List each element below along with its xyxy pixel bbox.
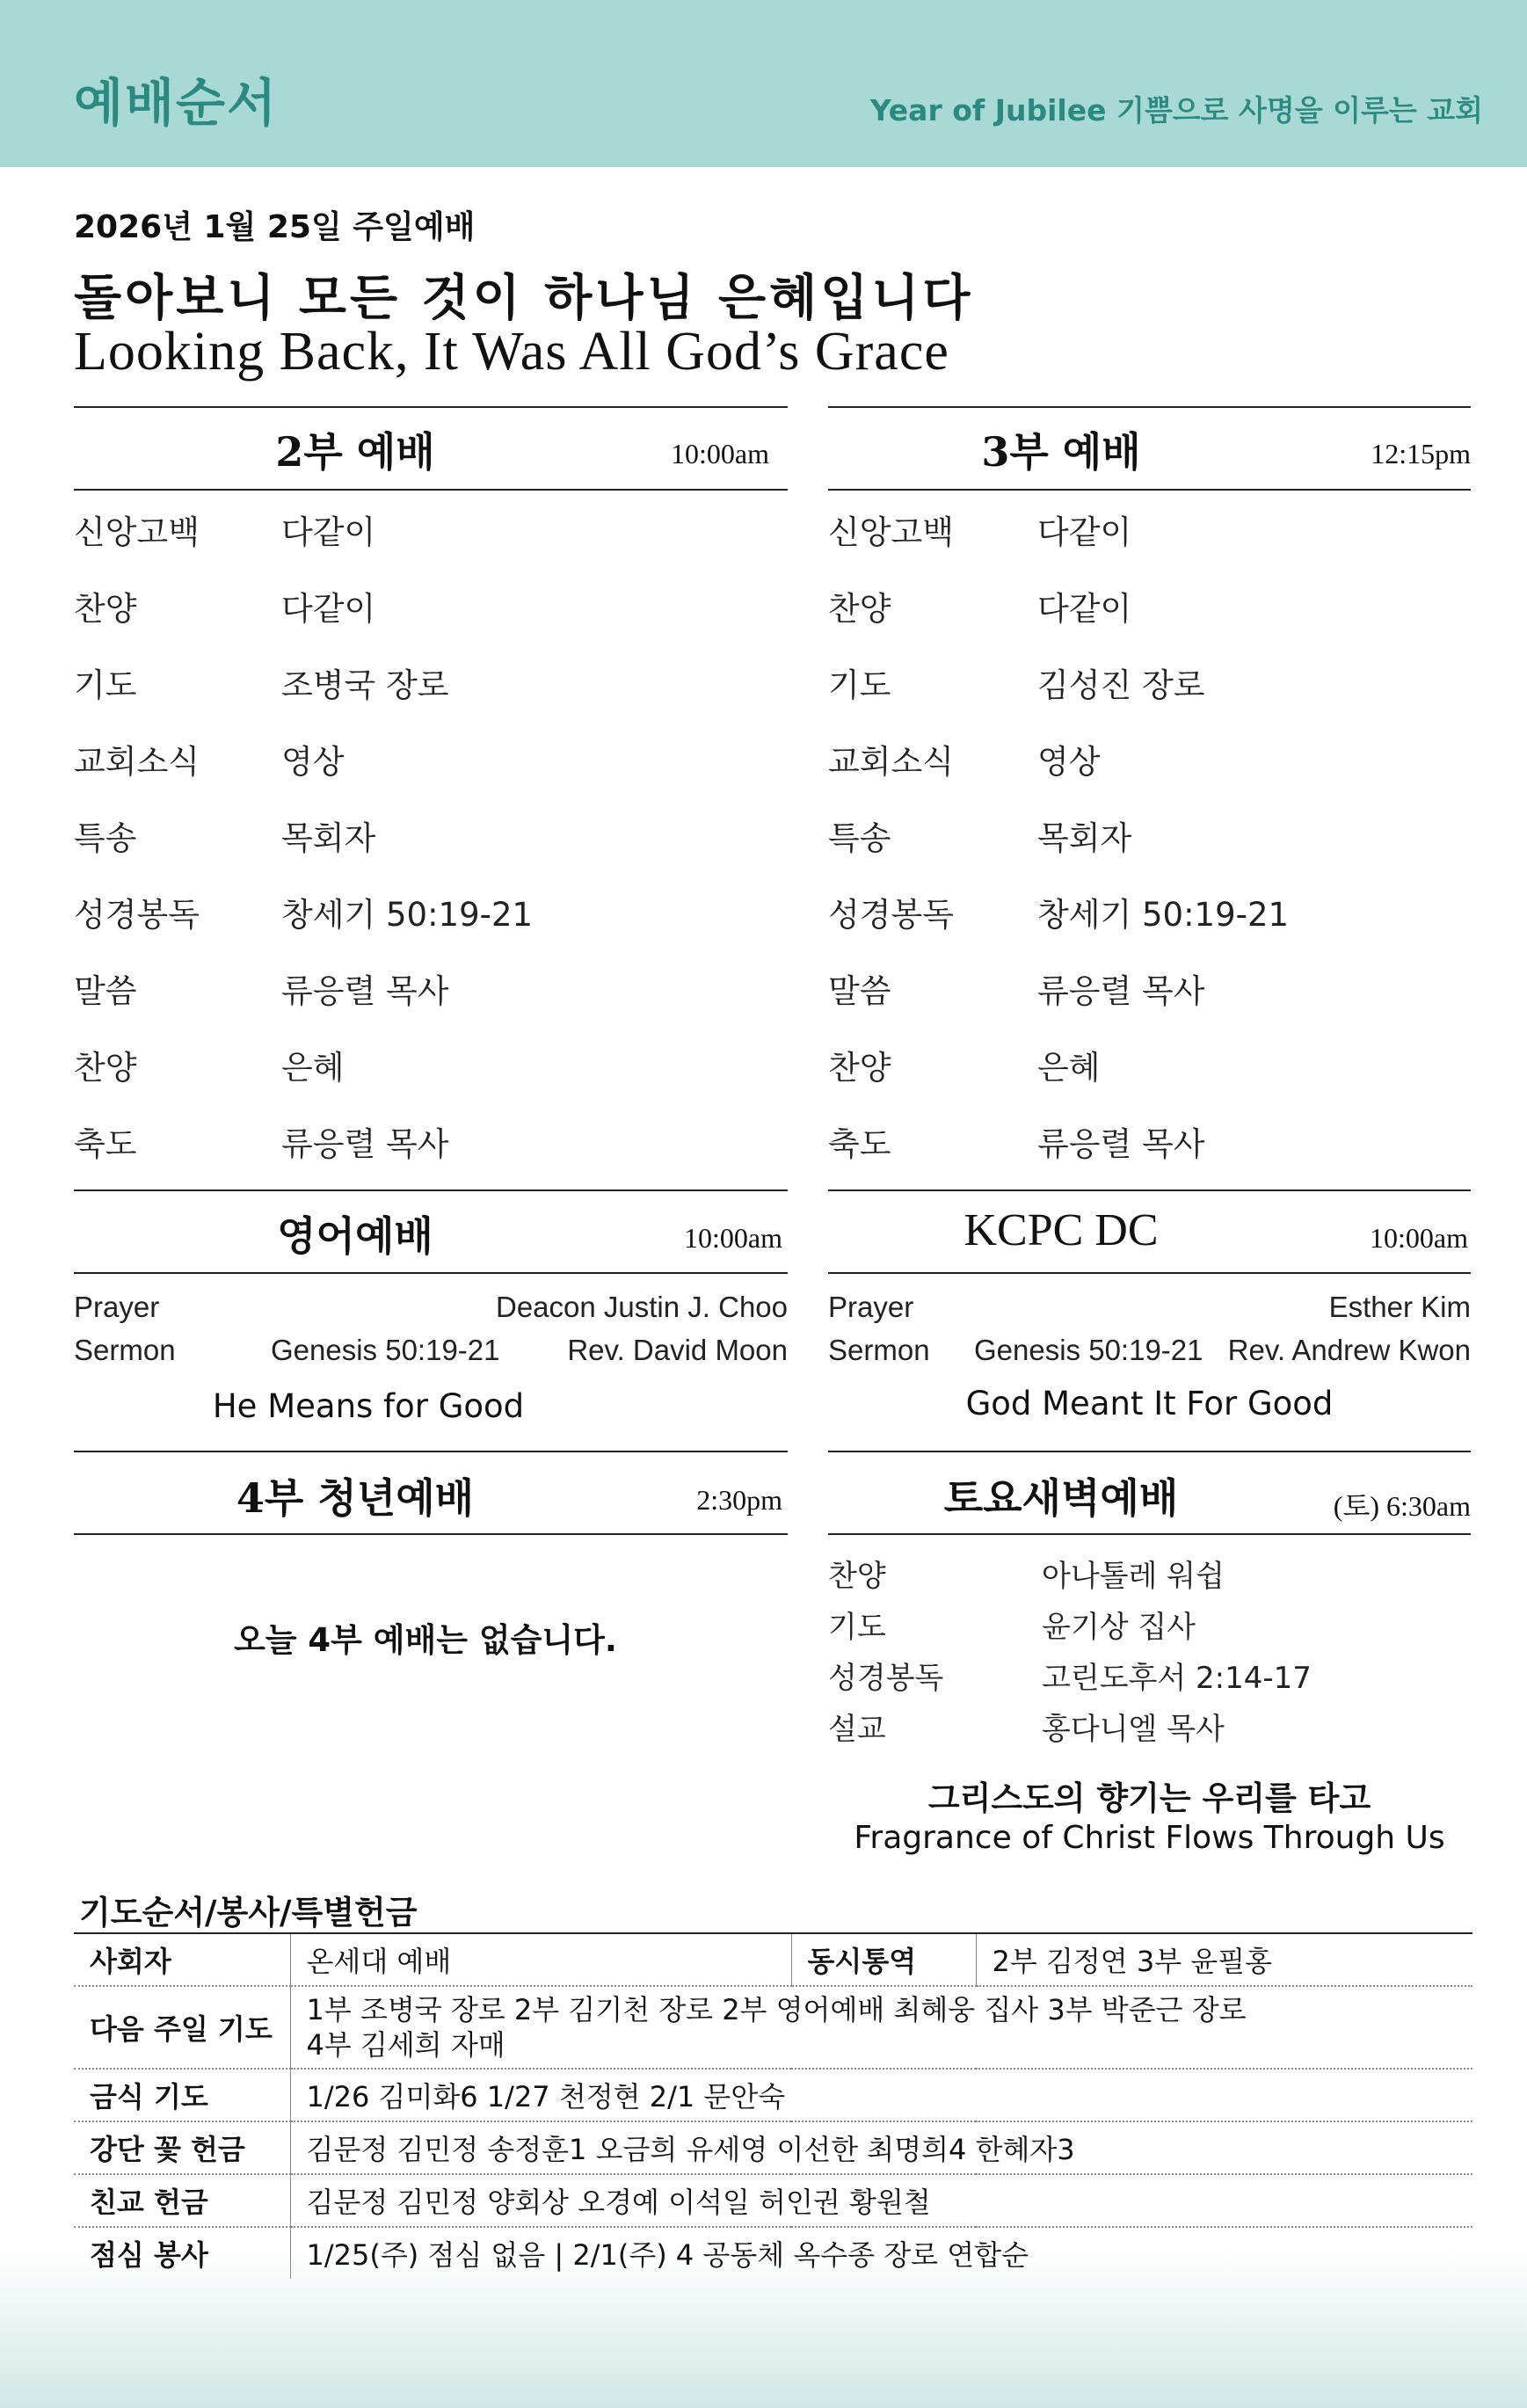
- order-label: 축도: [828, 1125, 891, 1163]
- table-value-line: 4부 김세희 자매: [306, 2028, 505, 2062]
- divider: [828, 1272, 1471, 1274]
- order-value: 다같이: [281, 590, 376, 628]
- order-label: 설교: [828, 1712, 886, 1747]
- preacher: Rev. David Moon: [567, 1334, 788, 1366]
- youth-service-time: 2:30pm: [696, 1484, 782, 1516]
- order-label: 성경봉독: [828, 896, 954, 934]
- scripture: Genesis 50:19-21: [271, 1334, 500, 1366]
- saturday-service-title: 토요새벽예배: [943, 1474, 1179, 1522]
- order-label: 기도: [828, 666, 891, 704]
- table-row: [74, 2227, 1472, 2279]
- order-value: 아나톨레 워쉽: [1042, 1559, 1225, 1594]
- order-value: 윤기상 집사: [1042, 1610, 1196, 1645]
- order-value: 류응렬 목사: [1037, 972, 1205, 1010]
- order-value: 류응렬 목사: [1037, 1125, 1205, 1163]
- table-row: [74, 2121, 1472, 2174]
- prayer-name: Esther Kim: [1328, 1291, 1471, 1323]
- order-label: 찬양: [74, 1049, 137, 1087]
- table-label: 동시통역: [791, 1934, 976, 1986]
- order-label: 신앙고백: [828, 513, 954, 551]
- table-label: 점심 봉사: [74, 2227, 290, 2279]
- divider: [74, 1533, 788, 1535]
- table-value: 1/26 김미화6 1/27 천정현 2/1 문안숙: [290, 2069, 1472, 2121]
- order-value: 창세기 50:19-21: [281, 896, 534, 934]
- table-value: 1/25(주) 점심 없음 | 2/1(주) 4 공동체 옥수종 장로 연합순: [306, 2238, 1029, 2272]
- divider: [74, 406, 788, 408]
- prayer-label: Prayer: [828, 1291, 914, 1323]
- order-value: 은혜: [281, 1049, 345, 1087]
- table-value: 김문정 김민정 송정훈1 오금희 유세영 이선한 최명희4 한혜자3: [290, 2121, 1472, 2174]
- order-value: 조병국 장로: [281, 666, 449, 704]
- divider: [74, 1451, 788, 1452]
- table-value: 김문정 김민정 양회상 오경예 이석일 허인권 황원철: [290, 2174, 1472, 2227]
- divider: [828, 489, 1471, 491]
- service3-time: 12:15pm: [1371, 438, 1471, 469]
- sermon-label: Sermon: [828, 1334, 930, 1366]
- sermon-title-korean: 돌아보니 모든 것이 하나님 은혜입니다: [74, 269, 974, 327]
- scripture: Genesis 50:19-21: [974, 1334, 1203, 1366]
- order-value: 영상: [281, 743, 345, 781]
- header-banner: [0, 0, 1527, 167]
- order-label: 교회소식: [828, 743, 954, 781]
- order-label: 찬양: [74, 590, 137, 628]
- service2-time: 10:00am: [671, 438, 769, 469]
- sermon-title-english: Looking Back, It Was All God’s Grace: [74, 322, 949, 382]
- order-label: 특송: [74, 819, 137, 857]
- order-value: 은혜: [1037, 1049, 1101, 1087]
- table-label: 금식 기도: [74, 2069, 290, 2121]
- english-service-title: 영어예배: [277, 1212, 433, 1260]
- duty-table: [74, 1934, 1472, 2279]
- kcpc-message: God Meant It For Good: [965, 1385, 1334, 1422]
- order-label: 교회소식: [74, 743, 200, 781]
- prayer-name: Deacon Justin J. Choo: [495, 1291, 788, 1323]
- service2-title: 2부 예배: [275, 428, 435, 476]
- order-value: 김성진 장로: [1037, 666, 1205, 704]
- order-value: 류응렬 목사: [281, 972, 449, 1010]
- table-row: [74, 2069, 1472, 2121]
- youth-service-title: 4부 청년예배: [236, 1474, 475, 1522]
- order-label: 성경봉독: [828, 1661, 944, 1696]
- table-value: 온세대 예배: [290, 1934, 791, 1986]
- divider: [74, 1189, 788, 1191]
- church-motto: Year of Jubilee 기쁨으로 사명을 이루는 교회: [869, 93, 1483, 127]
- saturday-message-korean: 그리스도의 향기는 우리를 타고: [927, 1779, 1371, 1817]
- preacher: Rev. Andrew Kwon: [1227, 1334, 1471, 1366]
- divider: [828, 406, 1471, 408]
- sermon-label: Sermon: [74, 1334, 176, 1366]
- order-value: 영상: [1037, 743, 1101, 781]
- youth-notice: 오늘 4부 예배는 없습니다.: [234, 1621, 617, 1659]
- table-label: 사회자: [74, 1934, 290, 1986]
- order-label: 말씀: [74, 972, 137, 1010]
- table-row: [74, 1986, 1472, 2069]
- kcpc-time: 10:00am: [1370, 1222, 1468, 1254]
- saturday-service-time: (토) 6:30am: [1333, 1490, 1471, 1522]
- english-message: He Means for Good: [212, 1387, 525, 1425]
- order-label: 특송: [828, 819, 891, 857]
- order-label: 성경봉독: [74, 896, 200, 934]
- table-row: [74, 2174, 1472, 2227]
- table-value-line: 1부 조병국 장로 2부 김기천 장로 2부 영어예배 최혜웅 집사 3부 박준근 장로: [306, 1993, 1247, 2026]
- info-section-title: 기도순서/봉사/특별헌금: [79, 1894, 418, 1931]
- order-value: 다같이: [281, 513, 376, 551]
- order-value: 홍다니엘 목사: [1042, 1712, 1225, 1747]
- order-label: 기도: [828, 1610, 886, 1645]
- divider: [828, 1451, 1471, 1452]
- order-label: 찬양: [828, 1049, 891, 1087]
- order-value: 다같이: [1037, 513, 1132, 551]
- order-value: 고린도후서 2:14-17: [1042, 1661, 1312, 1696]
- table-value: [290, 1986, 1472, 2069]
- order-label: 찬양: [828, 590, 891, 628]
- order-label: 말씀: [828, 972, 891, 1010]
- table-label: 친교 헌금: [74, 2174, 290, 2227]
- service3-title: 3부 예배: [981, 428, 1141, 476]
- order-label: 축도: [74, 1125, 137, 1163]
- order-value: 류응렬 목사: [281, 1125, 449, 1163]
- table-value: 2부 김정연 3부 윤필홍: [976, 1934, 1472, 1986]
- kcpc-title: KCPC DC: [963, 1205, 1159, 1255]
- divider: [828, 1533, 1471, 1535]
- page-title: 예배순서: [74, 73, 279, 133]
- prayer-label: Prayer: [74, 1291, 160, 1323]
- order-value: 목회자: [1037, 819, 1132, 857]
- order-label: 찬양: [828, 1559, 886, 1594]
- service-date: 2026년 1월 25일 주일예배: [74, 209, 476, 245]
- english-service-time: 10:00am: [684, 1222, 782, 1254]
- divider: [74, 1272, 788, 1274]
- order-label: 기도: [74, 666, 137, 704]
- table-row: [74, 1934, 1472, 1986]
- table-label: 강단 꽃 헌금: [74, 2121, 290, 2174]
- order-value: 다같이: [1037, 590, 1132, 628]
- table-label: 다음 주일 기도: [74, 1986, 290, 2069]
- divider: [828, 1189, 1471, 1191]
- divider: [74, 489, 788, 491]
- order-value: 창세기 50:19-21: [1037, 896, 1290, 934]
- order-value: 목회자: [281, 819, 376, 857]
- order-label: 신앙고백: [74, 513, 200, 551]
- saturday-message-english: Fragrance of Christ Flows Through Us: [854, 1820, 1445, 1856]
